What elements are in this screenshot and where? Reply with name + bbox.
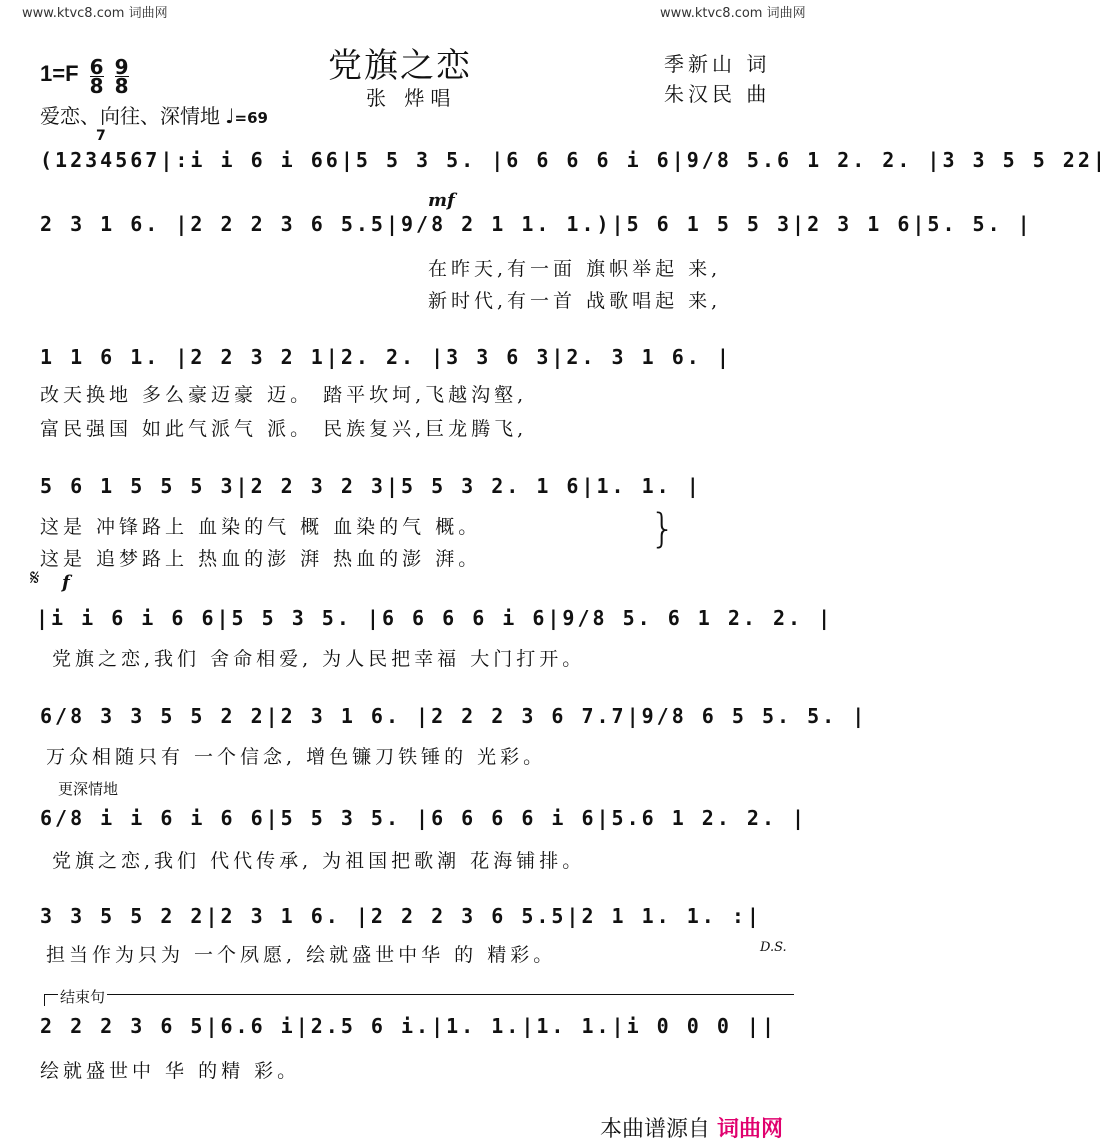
expression-line — [40, 100, 268, 129]
notes-line-6: 6/8 3 3 5 5 2 2|2 3 1 6. |2 2 2 3 6 7.7|9/8 6 5 5. 5. | — [40, 704, 868, 728]
time-num-1: 6 — [89, 55, 104, 79]
time-den-1: 8 — [89, 74, 104, 98]
segno-icon: 𝄋 — [30, 566, 40, 591]
lyric-line-4a: 这是 冲锋路上 血染的气 概 血染的气 概。 — [40, 516, 482, 538]
footer-brand[interactable]: 词曲网 — [717, 1117, 784, 1142]
song-title: 党旗之恋 — [328, 46, 472, 86]
lyric-line-2a: 在昨天,有一面 旗帜举起 来, — [428, 258, 722, 280]
tuplet-mark: 7 — [96, 128, 106, 144]
quarter-note-icon: ♩ — [225, 104, 235, 128]
notes-line-4: 5 6 1 5 5 5 3|2 2 3 2 3|5 5 3 2. 1 6|1. 1. | — [40, 474, 702, 498]
lyric-line-3b: 富民强国 如此气派气 派。 民族复兴,巨龙腾飞, — [40, 418, 528, 440]
lyric-line-8: 担当作为只为 一个夙愿, 绘就盛世中华 的 精彩。 — [46, 944, 557, 966]
key-label: 1=F — [40, 61, 79, 86]
notes-line-9: 2 2 2 3 6 5|6.6 i|2.5 6 i.|1. 1.|1. 1.|i 0 0 0 || — [40, 1014, 778, 1038]
watermark-left: www.ktvc8.com 词曲网 — [22, 6, 168, 21]
da-segno-mark: D.S. — [760, 940, 787, 955]
expression-deeper: 更深情地 — [58, 780, 119, 798]
lyric-line-6: 万众相随只有 一个信念, 增色镰刀铁锤的 光彩。 — [46, 746, 547, 768]
notes-line-1: (1234567|:i i 6 i 66|5 5 3 5. |6 6 6 6 i 6|9/8 5.6 1 2. 2. |3 3 5 5 22| — [40, 148, 1108, 172]
dynamic-f: f — [62, 572, 70, 593]
lyric-line-7: 党旗之恋,我们 代代传承, 为祖国把歌潮 花海铺排。 — [52, 850, 586, 872]
verse-bracket: } — [650, 506, 676, 552]
notes-line-7: 6/8 i i 6 i 6 6|5 5 3 5. |6 6 6 6 i 6|5.6 1 2. 2. | — [40, 806, 808, 830]
time-signature-1 — [89, 55, 104, 98]
expression: 爱恋、向往、深情地 — [40, 104, 220, 128]
key-signature — [40, 55, 129, 98]
composer: 朱汉民 曲 — [664, 82, 771, 106]
lyric-line-2b: 新时代,有一首 战歌唱起 来, — [428, 290, 722, 312]
lyricist: 季新山 词 — [664, 52, 771, 76]
time-den-2: 8 — [114, 74, 129, 98]
notes-line-3: 1 1 6 1. |2 2 3 2 1|2. 2. |3 3 6 3|2. 3 1 6. | — [40, 345, 732, 369]
time-signature-2 — [114, 55, 129, 98]
singer: 张 烨唱 — [366, 86, 457, 110]
ending-bracket-start — [44, 994, 45, 1006]
tempo: =69 — [234, 109, 268, 127]
lyric-line-5: 党旗之恋,我们 舍命相爱, 为人民把幸福 大门打开。 — [52, 648, 586, 670]
footer-source — [600, 1112, 783, 1143]
lyric-line-3a: 改天换地 多么豪迈豪 迈。 踏平坎坷,飞越沟壑, — [40, 384, 528, 406]
notes-line-2: 2 3 1 6. |2 2 2 3 6 5.5|9/8 2 1 1. 1.)|5 6 1 5 5 3|2 3 1 6|5. 5. | — [40, 212, 1033, 236]
ending-label: 结束句 — [60, 988, 106, 1006]
footer-prefix: 本曲谱源自 — [600, 1117, 711, 1142]
notes-line-5: |i i 6 i 6 6|5 5 3 5. |6 6 6 6 i 6|9/8 5. 6 1 2. 2. | — [36, 606, 834, 630]
ending-line — [44, 994, 794, 995]
lyric-line-9: 绘就盛世中 华 的精 彩。 — [40, 1060, 301, 1082]
watermark-right: www.ktvc8.com 词曲网 — [660, 6, 806, 21]
time-num-2: 9 — [114, 55, 129, 79]
dynamic-mf: mf — [428, 190, 455, 211]
lyric-line-4b: 这是 追梦路上 热血的澎 湃 热血的澎 湃。 — [40, 548, 482, 570]
notes-line-8: 3 3 5 5 2 2|2 3 1 6. |2 2 2 3 6 5.5|2 1 1. 1. :| — [40, 904, 762, 928]
